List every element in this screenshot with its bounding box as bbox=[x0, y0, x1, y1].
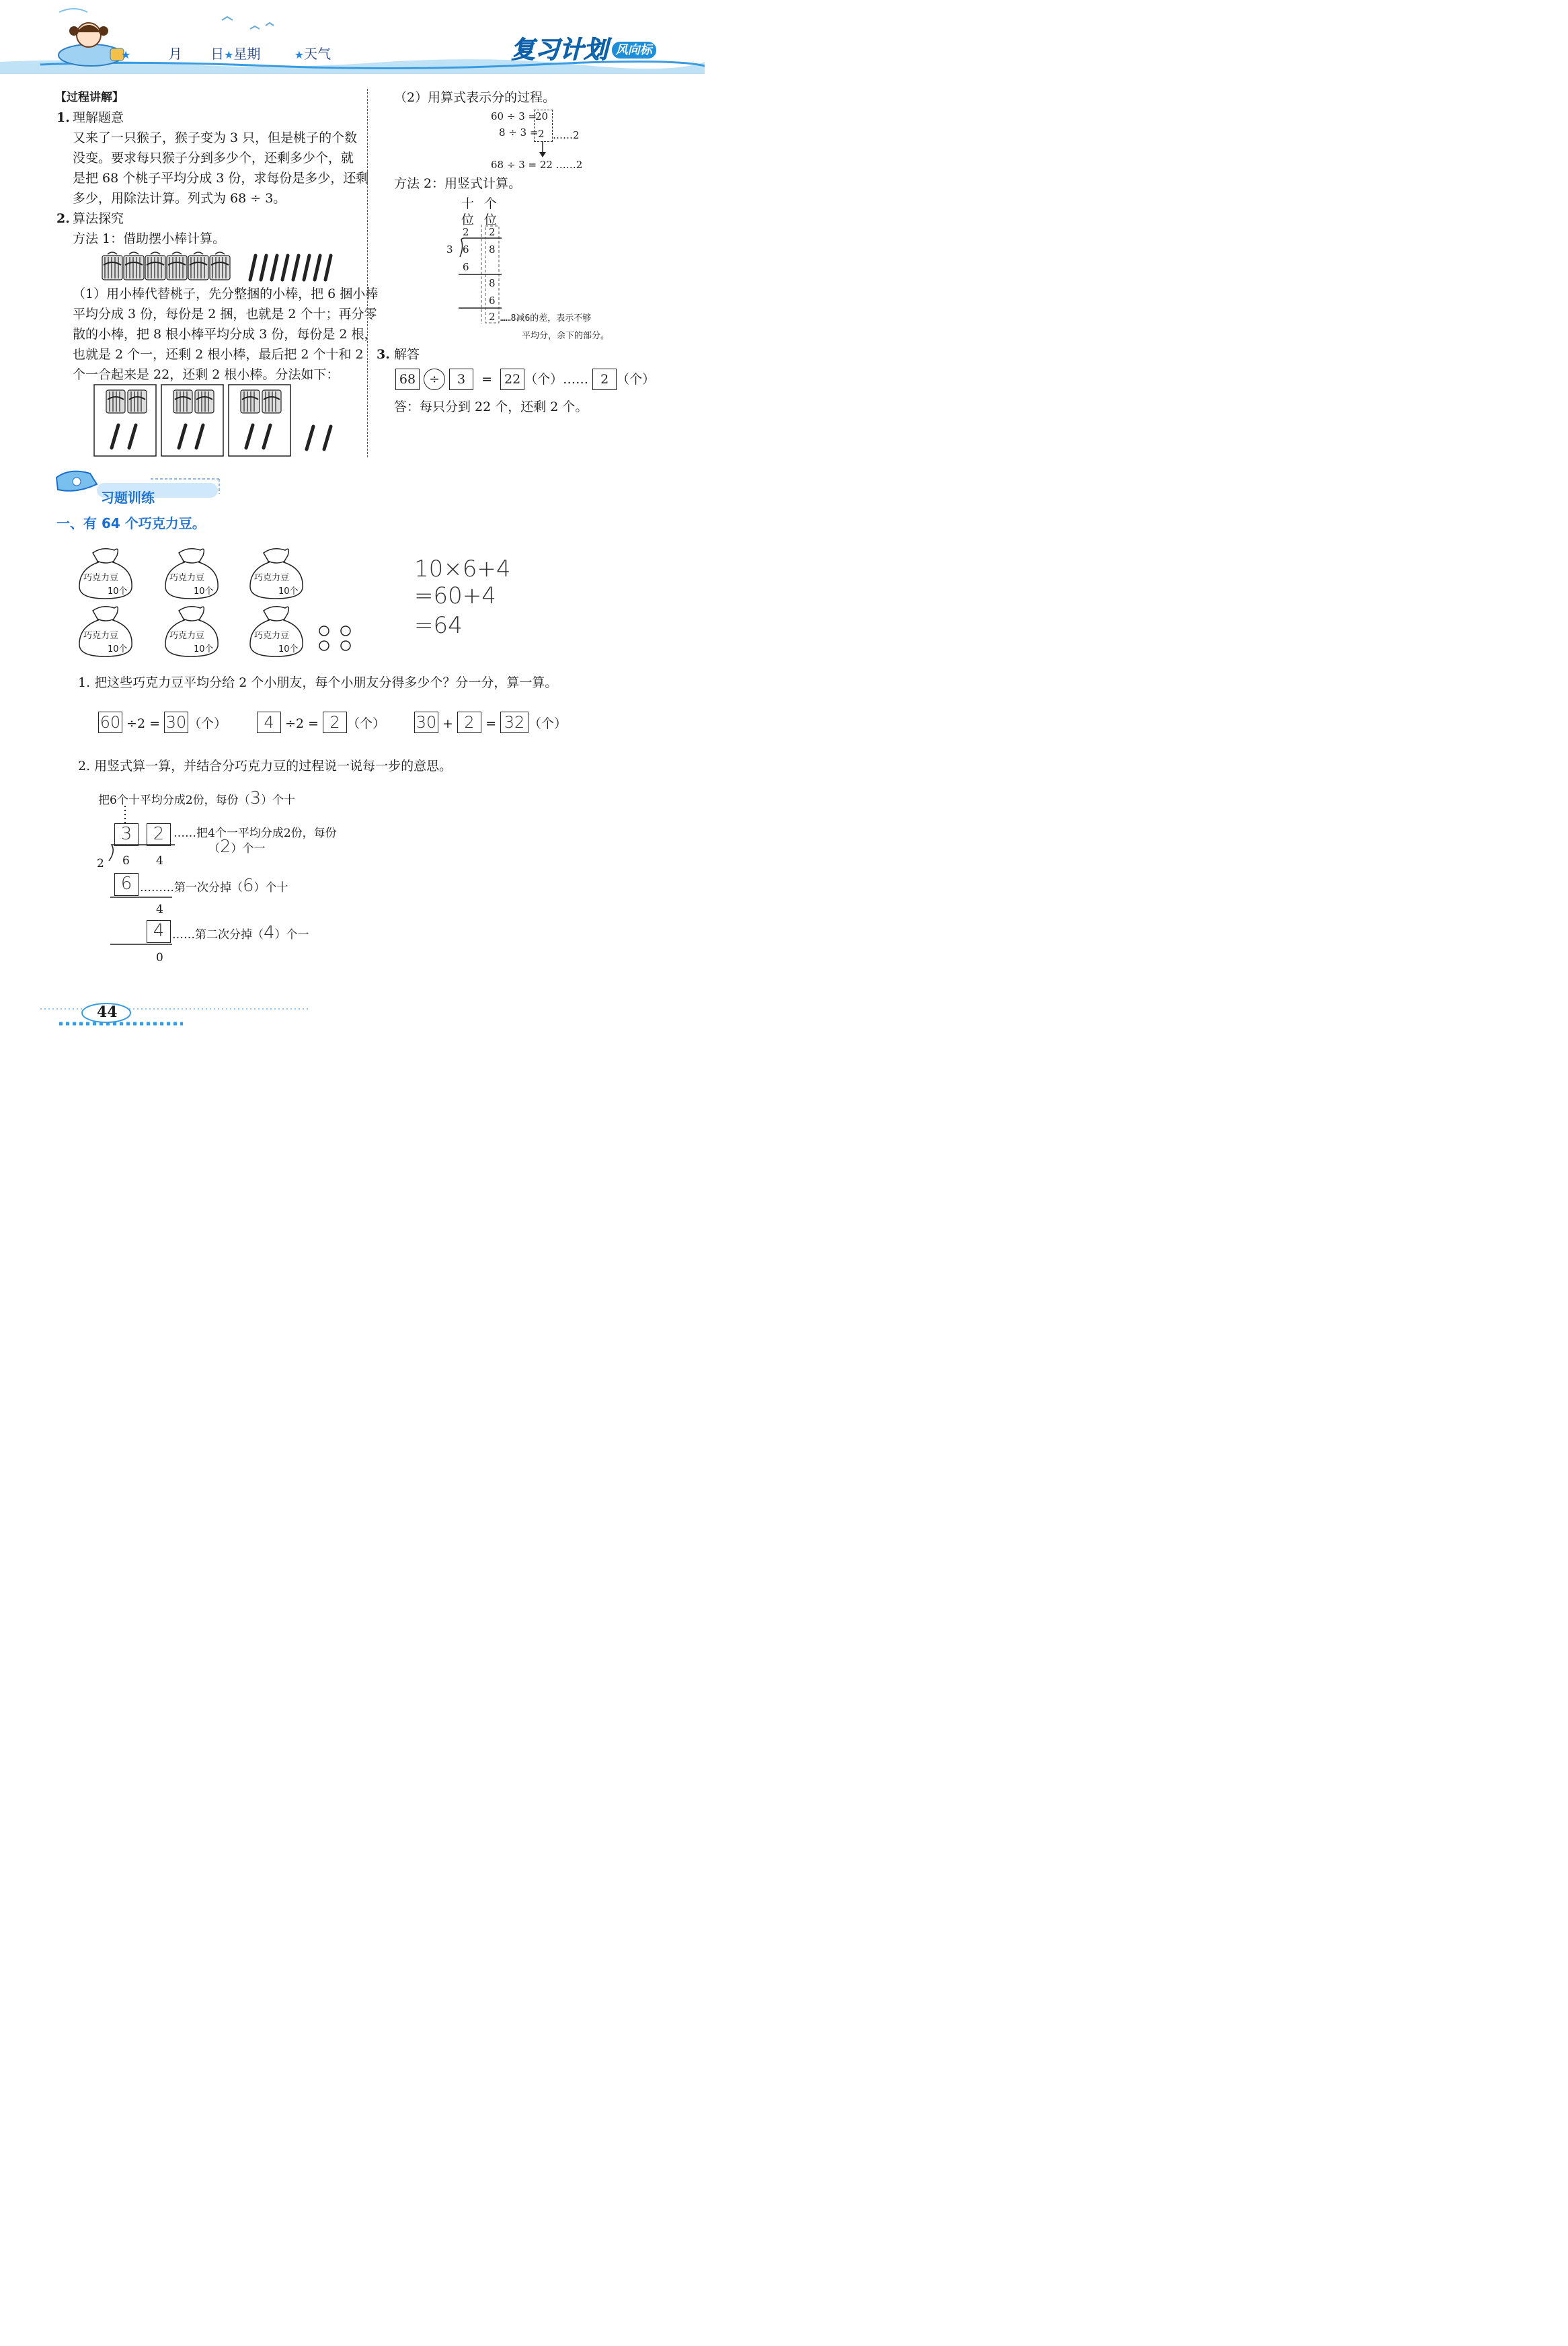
answer-equation bbox=[395, 369, 655, 391]
bring-down: 8 bbox=[489, 277, 496, 289]
dividend-tens: 6 bbox=[122, 854, 130, 868]
answer-box: 30 bbox=[164, 712, 188, 733]
q1-equation-1 bbox=[98, 712, 227, 737]
handwritten-answer: 2 bbox=[220, 837, 231, 857]
part-1-line: 也就是 2 个一，还剩 2 根小棒，最后把 2 个十和 2 bbox=[73, 347, 364, 362]
bring-down: 4 bbox=[156, 903, 163, 916]
exercise-banner: 习题训练 bbox=[101, 490, 155, 506]
weather-label: 天气 bbox=[304, 46, 331, 62]
subtract-box-2: 4 bbox=[147, 920, 171, 943]
question-1: 1. 把这些巧克力豆平均分给 2 个小朋友，每个小朋友分得多少个？分一分，算一算。 bbox=[78, 675, 558, 690]
answer-box: 68 bbox=[395, 369, 420, 390]
col-tens: 十 bbox=[461, 196, 475, 211]
chocolate-bag: 巧克力豆 10个 bbox=[164, 604, 221, 658]
subtract-1: 6 bbox=[463, 261, 469, 273]
subtract-2: 6 bbox=[489, 295, 496, 307]
step-1-line: 又来了一只猴子，猴子变为 3 只，但是桃子的个数 bbox=[73, 130, 358, 145]
subtract-box-1: 6 bbox=[114, 873, 139, 896]
step-2-number: 2. bbox=[56, 211, 70, 226]
col-ones: 个 bbox=[484, 196, 498, 211]
equals-sign: = bbox=[481, 372, 493, 387]
eq-2-left: 8 ÷ 3 = bbox=[499, 126, 539, 139]
sticks-illustration bbox=[101, 250, 336, 284]
star-icon: ★ bbox=[121, 48, 131, 61]
part-1-line: 个一合起来是 22，还剩 2 根小棒。分法如下： bbox=[73, 367, 340, 382]
remainder: 2 bbox=[489, 311, 496, 323]
step-3-title: 解答 bbox=[394, 347, 420, 362]
question-title: 一、有 64 个巧克力豆。 bbox=[56, 515, 206, 531]
remainder: 0 bbox=[156, 951, 163, 964]
step-1-line: 没变。要求每只猴子分到多少个，还剩多少个，就 bbox=[73, 151, 354, 165]
step-1-number: 1. bbox=[56, 110, 70, 125]
month-label: 月 bbox=[168, 46, 182, 62]
operator: ÷2 = bbox=[285, 716, 319, 731]
eq-2-remainder: ……2 bbox=[553, 129, 580, 141]
eq-1-box: 20 bbox=[535, 110, 549, 122]
brand-sub: 风向标 bbox=[612, 42, 656, 59]
answer-box: 32 bbox=[500, 712, 528, 733]
divisor: 2 bbox=[97, 857, 104, 870]
handwritten-work: =60+4 bbox=[414, 582, 496, 609]
answer-box: 60 bbox=[98, 712, 122, 733]
unit-label: （个） bbox=[347, 716, 386, 731]
part-1-line: 平均分成 3 份，每份是 2 捆，也就是 2 个十；再分零 bbox=[73, 307, 377, 321]
note-first: ………第一次分掉（6）个十 bbox=[140, 876, 288, 896]
day-label: 日 bbox=[210, 46, 225, 62]
section-title: 【过程讲解】 bbox=[55, 91, 124, 104]
answer-box: 22 bbox=[500, 369, 524, 390]
girl-plane-icon bbox=[54, 15, 131, 72]
equals-sign: = bbox=[485, 716, 496, 731]
answer-box: 30 bbox=[414, 712, 438, 733]
handwritten-work: 10×6+4 bbox=[414, 556, 511, 582]
step-2-title: 算法探究 bbox=[73, 211, 124, 226]
answer-box: 2 bbox=[323, 712, 347, 733]
step-1-line: 多少，用除法计算。列式为 68 ÷ 3。 bbox=[73, 191, 286, 206]
handwritten-work: =64 bbox=[414, 612, 463, 639]
answer-box: 2 bbox=[457, 712, 481, 733]
quotient-box-tens: 3 bbox=[114, 823, 139, 846]
loose-beans bbox=[316, 623, 356, 654]
answer-text: 答：每只分到 22 个，还剩 2 个。 bbox=[394, 400, 588, 414]
handwritten-answer: 4 bbox=[264, 923, 275, 943]
handwritten-answer: 6 bbox=[243, 876, 254, 896]
dividend-tens: 6 bbox=[463, 243, 469, 256]
chocolate-bag: 巧克力豆 10个 bbox=[78, 604, 134, 658]
chocolate-bag: 巧克力豆 10个 bbox=[249, 546, 305, 600]
star-icon: ★ bbox=[294, 48, 305, 61]
note-ones-2: （2）个一 bbox=[208, 837, 266, 857]
step-1-line: 是把 68 个桃子平均分成 3 份，求每份是多少，还剩 bbox=[73, 171, 369, 186]
remainder-note-2: 平均分，余下的部分。 bbox=[522, 331, 610, 341]
eq-1-left: 60 ÷ 3 = bbox=[491, 110, 537, 122]
quotient-ones: 2 bbox=[489, 226, 496, 238]
method-1: 方法 1：借助摆小棒计算。 bbox=[73, 231, 226, 246]
part-1-line: （1）用小棒代替桃子，先分整捆的小棒，把 6 捆小棒 bbox=[73, 287, 379, 301]
question-2: 2. 用竖式算一算，并结合分巧克力豆的过程说一说每一步的意思。 bbox=[78, 759, 453, 773]
answer-box: 4 bbox=[257, 712, 281, 733]
handwritten-answer: 3 bbox=[249, 788, 262, 808]
chocolate-bag: 巧克力豆 10个 bbox=[249, 604, 305, 658]
part-2-title: （2）用算式表示分的过程。 bbox=[394, 90, 556, 105]
q1-equation-3 bbox=[414, 712, 567, 737]
quotient-box-ones: 2 bbox=[147, 823, 171, 846]
answer-box: 2 bbox=[592, 369, 617, 390]
weekday-label: 星期 bbox=[233, 46, 261, 62]
col-wei: 位 bbox=[461, 213, 475, 227]
answer-box: 3 bbox=[449, 369, 473, 390]
eq-3: 68 ÷ 3 = 22 ……2 bbox=[491, 159, 583, 171]
unit-label: （个） bbox=[188, 716, 227, 731]
col-wei: 位 bbox=[484, 213, 498, 227]
step-1-title: 理解题意 bbox=[73, 110, 124, 125]
method-2: 方法 2：用竖式计算。 bbox=[394, 176, 522, 191]
dividend-ones: 8 bbox=[489, 243, 496, 256]
note-ones-1: ……把4个一平均分成2份，每份 bbox=[173, 827, 337, 840]
quotient-tens: 2 bbox=[463, 226, 469, 238]
eq-2-box: 2 bbox=[538, 128, 545, 140]
chocolate-bag: 巧克力豆 10个 bbox=[164, 546, 221, 600]
down-arrow-icon bbox=[538, 141, 547, 159]
part-1-line: 散的小棒，把 8 根小棒平均分成 3 份，每份是 2 根， bbox=[73, 327, 377, 342]
unit-label: （个） bbox=[528, 716, 567, 731]
note-tens: 把6个十平均分成2份，每份（3）个十 bbox=[98, 788, 296, 808]
dots: …… bbox=[563, 372, 589, 387]
brand-title: 复习计划 风向标 bbox=[511, 31, 679, 65]
sticks-distribution bbox=[93, 383, 342, 459]
page-number: 44 bbox=[97, 1004, 118, 1021]
operator: + bbox=[442, 716, 453, 731]
remainder-note-1: ……8减6的差，表示不够 bbox=[500, 313, 592, 324]
step-3-number: 3. bbox=[377, 347, 390, 362]
operator-circle: ÷ bbox=[424, 369, 445, 390]
footer-decoration bbox=[40, 995, 323, 1029]
q1-equation-2 bbox=[257, 712, 385, 737]
chocolate-bag: 巧克力豆 10个 bbox=[78, 546, 134, 600]
unit-label: （个） bbox=[617, 372, 656, 387]
dividend-ones: 4 bbox=[156, 854, 163, 868]
note-second: ……第二次分掉（4）个一 bbox=[172, 923, 309, 943]
divisor: 3 bbox=[446, 243, 453, 256]
unit-label: （个） bbox=[524, 372, 563, 387]
column-divider bbox=[367, 89, 368, 457]
star-icon: ★ bbox=[224, 48, 234, 61]
operator: ÷2 = bbox=[126, 716, 161, 731]
